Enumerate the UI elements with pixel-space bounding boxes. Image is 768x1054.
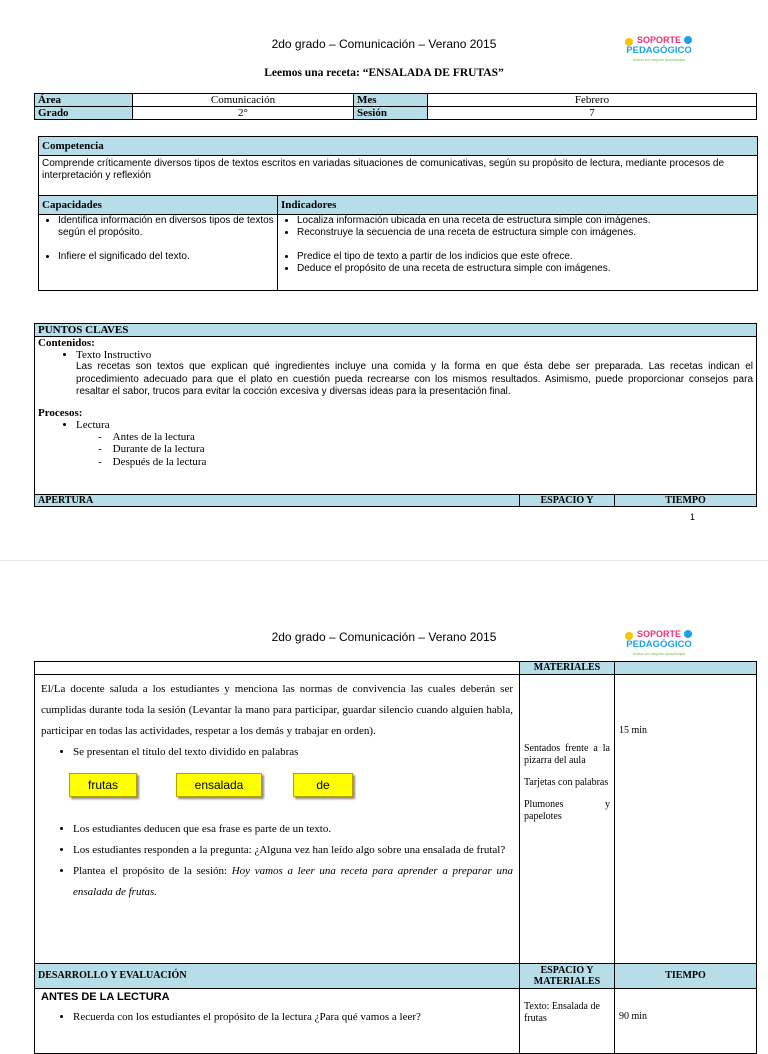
indicador-item: • Reconstruye la secuencia de una receta de estructura simple con imágenes. (297, 227, 754, 239)
mes-value: Febrero (428, 94, 757, 107)
indicador-item: • Deduce el propósito de una receta de estructura simple con imágenes. (297, 263, 754, 275)
soporte-pedagogico-logo-icon (620, 32, 698, 64)
mes-label: Mes (354, 94, 428, 107)
apertura-blank-cell (35, 662, 520, 675)
contenidos-list (38, 349, 753, 361)
apertura-bullet-1: • Se presentan el título del texto dividido en palabras (73, 742, 513, 763)
capacidades-list (42, 215, 274, 263)
apertura-list-1 (41, 742, 513, 763)
apertura-bullet-3: • Los estudiantes responden a la pregunta: ¿Alguna vez han leído algo sobre una ensalada de frutal? (73, 840, 513, 861)
apertura-bullet-4: • Plantea el propósito de la sesión: Hoy vamos a leer una receta para aprender a preparar una ensalada de frutas. (73, 861, 513, 903)
competencia-table (38, 136, 758, 291)
page-number: 1 (690, 512, 696, 522)
contenidos-label: Contenidos: (38, 337, 95, 349)
logo-top-text: SOPORTE (636, 35, 682, 45)
indicador-item: • Predice el tipo de texto a partir de los indicios que este ofrece. (297, 251, 754, 263)
receta-description: Las recetas son textos que explican qué ingredientes incluye una comida y la forma en que ésta debe ser preparada. Las recetas indican el procedimiento adecuado para que el plato en cuestión pueda recrearse con los mismos resultados. Asimismo, puede proporcionar consejos para resaltar el sabor, trucos para evitar la cocción excesiva y diversas ideas para la presentación final. (76, 361, 753, 397)
desarrollo-espacio-label: ESPACIO Y MATERIALES (520, 964, 615, 989)
apertura-label: APERTURA (35, 495, 520, 507)
page1-header: 2do grado – Comunicación – Verano 2015 (271, 37, 497, 51)
materiales-header: MATERIALES (520, 662, 615, 675)
capacidad-item: • Infiere el significado del texto. (58, 251, 274, 263)
apertura-row (34, 494, 757, 507)
grado-value: 2° (133, 107, 354, 120)
material-item: Tarjetas con palabras (524, 777, 609, 788)
procesos-label: Procesos: (38, 406, 83, 419)
texto-material: Texto: Ensalada de frutas (520, 989, 615, 1054)
word-card[interactable]: frutas (69, 773, 137, 797)
sesion-value: 7 (428, 107, 757, 120)
capacidades-cell (39, 215, 278, 291)
lectura-item: • Lectura (76, 419, 753, 431)
word-card[interactable]: de (293, 773, 353, 797)
tiempo-blank-cell (615, 662, 757, 675)
momento-item: - Durante de la lectura (98, 443, 205, 455)
apertura-bullet-2: • Los estudiantes deducen que esa frase es parte de un texto. (73, 819, 513, 840)
indicadores-cell (278, 215, 758, 291)
page1-title: Leemos una receta: “ENSALADA DE FRUTAS” (264, 67, 504, 79)
sesion-label: Sesión (354, 107, 428, 120)
material-item: Sentados frente a la pizarra del aula (524, 743, 610, 766)
puntos-claves-heading: PUNTOS CLAVES (35, 324, 757, 337)
logo-tagline: Unidos por mejores aprendizajes (632, 652, 686, 656)
logo-top-text: SOPORTE (636, 629, 682, 639)
page-separator (0, 560, 768, 561)
soporte-pedagogico-logo-icon (620, 626, 698, 658)
logo-tagline: Unidos por mejores aprendizajes (632, 58, 686, 62)
page2-header: 2do grado – Comunicación – Verano 2015 (271, 630, 497, 644)
word-cards (41, 763, 513, 819)
momento-item: - Después de la lectura (98, 455, 207, 468)
desarrollo-content (35, 989, 520, 1054)
tiempo2-cell: 90 min (615, 989, 757, 1054)
competencia-text: Comprende críticamente diversos tipos de textos escritos en variadas situaciones de comunicativas, según su propósito de lectura, mediante procesos de interpretación y reflexión (39, 156, 758, 196)
puntos-claves-body (35, 337, 757, 496)
puntos-claves-table (34, 323, 757, 496)
material-item: Plumones y papelotes (524, 799, 610, 822)
logo-bottom-text: PEDAGÓGICO (626, 45, 692, 56)
capacidades-heading: Capacidades (39, 196, 278, 215)
materiales-cell (520, 675, 615, 964)
area-value: Comunicación (133, 94, 354, 107)
indicador-item: • Localiza información ubicada en una receta de estructura simple con imágenes. (297, 215, 754, 227)
procesos-list (38, 419, 753, 431)
indicadores-heading: Indicadores (278, 196, 758, 215)
apertura-content (35, 675, 520, 964)
apertura-table (34, 661, 757, 1054)
tiempo-label: TIEMPO (615, 495, 757, 507)
capacidad-item: • Identifica información en diversos tipos de textos según el propósito. (58, 215, 274, 239)
antes-heading: ANTES DE LA LECTURA (41, 991, 170, 1003)
desarrollo-label: DESARROLLO Y EVALUACIÓN (35, 964, 520, 989)
momentos-list (38, 431, 753, 469)
indicadores-list (281, 215, 754, 275)
area-label: Área (35, 94, 133, 107)
espacio-label: ESPACIO Y (520, 495, 615, 507)
logo-bottom-text: PEDAGÓGICO (626, 639, 692, 650)
page1-logo (620, 32, 698, 69)
desarrollo-tiempo-label: TIEMPO (615, 964, 757, 989)
tiempo-cell: 15 min (615, 675, 757, 964)
antes-bullet: • Recuerda con los estudiantes el propósito de la lectura ¿Para qué vamos a leer? (73, 1011, 513, 1023)
word-card[interactable]: ensalada (176, 773, 262, 797)
antes-list (41, 1011, 513, 1023)
competencia-heading: Competencia (39, 137, 758, 156)
info-table (34, 93, 757, 120)
momento-item: - Antes de la lectura (98, 430, 195, 443)
apertura-intro: El/La docente saluda a los estudiantes y menciona las normas de convivencia las cuales deberán ser cumplidas durante toda la sesión (Levantar la mano para participar, guardar silencio cuando alguien habla, participar en todas las actividades, respetar a los demás y trabajar en orden). (41, 683, 513, 737)
grado-label: Grado (35, 107, 133, 120)
texto-instructivo-item: • Texto Instructivo (76, 349, 753, 361)
page2-logo (620, 626, 698, 663)
apertura-list-2 (41, 819, 513, 903)
